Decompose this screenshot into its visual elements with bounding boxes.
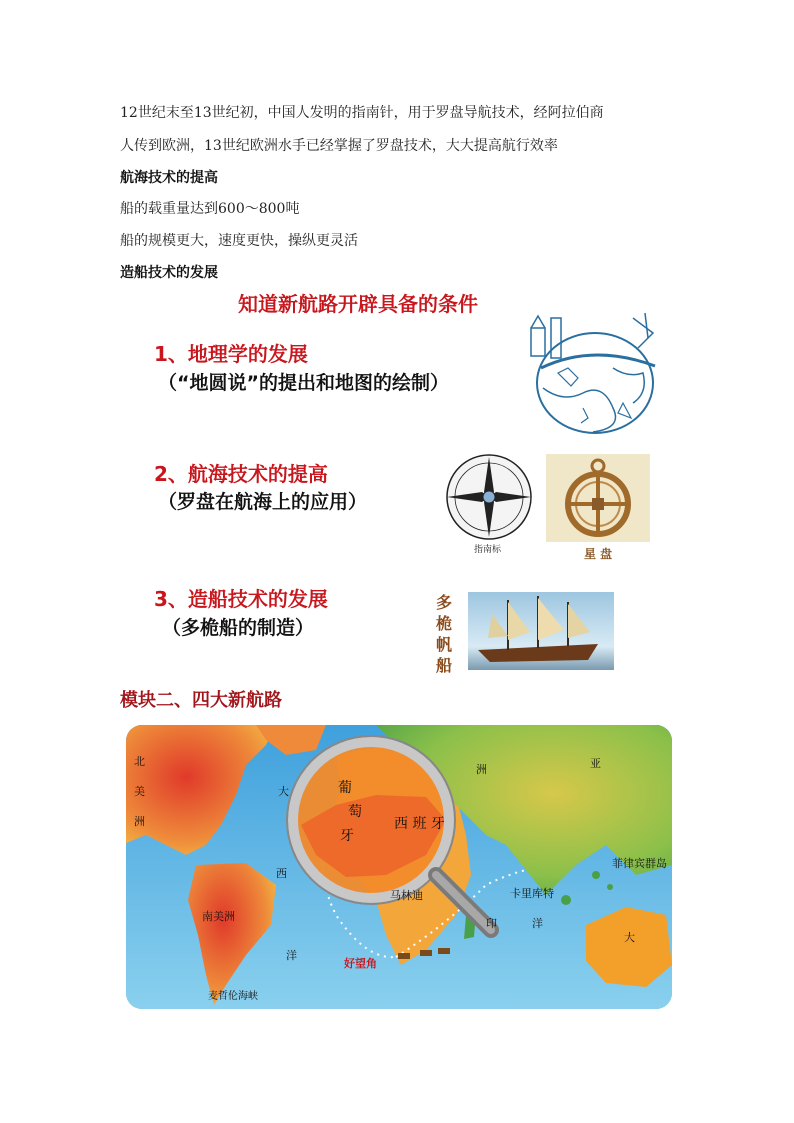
map-label-malindi: 马林迪 [390,889,423,902]
map-label-spain: 西 班 牙 [394,816,445,832]
map-label-south-america: 南美洲 [202,910,235,923]
map-label-calicut: 卡里库特 [510,887,554,900]
world-map-new-routes [126,725,672,1009]
map-label-atlantic-3: 洋 [286,949,297,962]
globe-illustration [523,308,673,438]
condition-2-subtitle: （罗盘在航海上的应用） [158,491,368,513]
map-label-indian-yin: 印 [486,917,497,930]
map-label-portugal-1: 葡 [338,780,352,796]
map-label-portugal-2: 萄 [348,804,362,820]
paragraph-line-1: 12世纪末至13世纪初，中国人发明的指南针，用于罗盘导航技术，经阿拉伯商 [120,105,604,121]
compass-rose-illustration [434,452,544,542]
multi-mast-ship-image [468,592,614,670]
map-label-asia-zhou: 洲 [476,763,487,776]
multi-mast-ship-label [434,592,454,676]
slide-title: 知道新航路开辟具备的条件 [238,292,478,316]
condition-2-title: 2、航海技术的提高 [154,462,328,486]
map-label-portugal-3: 牙 [340,828,354,844]
map-label-magellan-strait: 麦哲伦海峡 [208,991,258,1002]
subheading-navigation: 航海技术的提高 [120,170,218,186]
paragraph-line-3: 船的载重量达到600～800吨 [120,201,300,217]
condition-3-subtitle: （多桅船的制造） [162,617,315,639]
map-label-australia: 大 [624,931,635,944]
map-label-atlantic-1: 大 [278,785,289,798]
map-label-north-america-3: 洲 [134,815,145,828]
module-heading: 模块二、四大新航路 [120,690,282,711]
conditions-slide [118,280,678,680]
paragraph-line-2: 人传到欧洲，13世纪欧洲水手已经掌握了罗盘技术，大大提高航行效率 [120,138,558,154]
map-label-north-america-2: 美 [134,785,145,798]
ship-label-char: 帆 [435,635,452,654]
map-label-asia-ya: 亚 [590,757,601,770]
astrolabe-image [546,454,650,542]
paragraph-line-4: 船的规模更大，速度更快，操纵更灵活 [120,233,358,249]
ship-label-char: 桅 [435,614,452,633]
condition-3-title: 3、造船技术的发展 [154,587,328,611]
map-label-indian-yang: 洋 [532,917,543,930]
map-label-cape-of-good-hope: 好望角 [344,957,377,970]
astrolabe-caption: 星 盘 [584,547,613,561]
ship-label-char: 船 [435,656,452,675]
map-label-north-america-1: 北 [134,755,145,768]
map-label-philippines: 菲律宾群岛 [612,857,667,870]
map-label-atlantic-2: 西 [276,867,287,880]
ship-label-char: 多 [435,593,452,612]
compass-caption: 指南标 [474,545,502,555]
condition-1-subtitle: （“地圆说”的提出和地图的绘制） [158,372,449,394]
condition-1-title: 1、地理学的发展 [154,342,308,366]
subheading-shipbuilding: 造船技术的发展 [120,265,218,281]
